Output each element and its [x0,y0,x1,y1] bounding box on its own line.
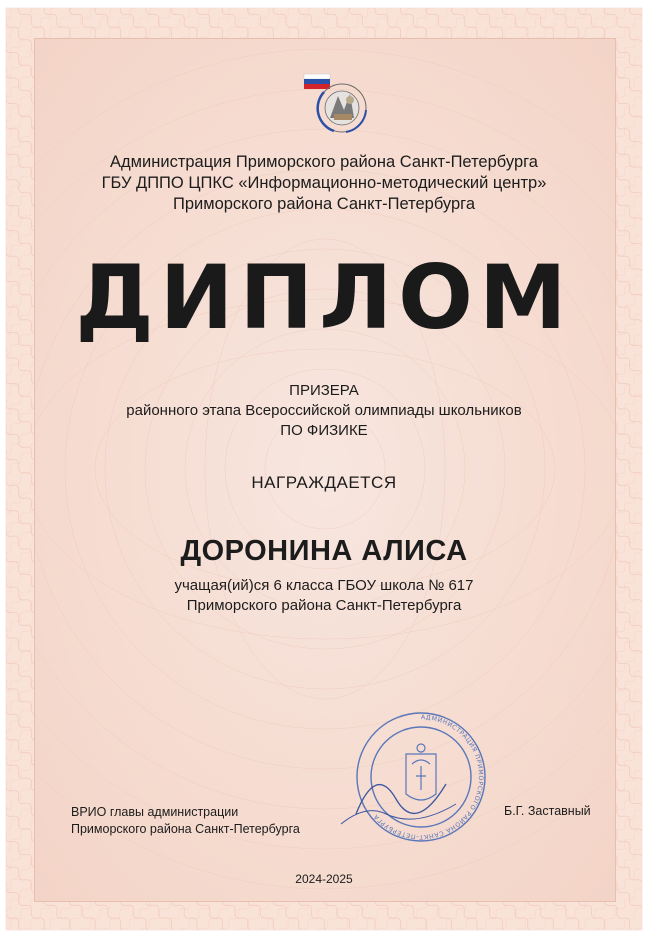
organization-line-3: Приморского района Санкт-Петербурга [172,195,476,213]
official-stamp [336,704,506,854]
signatory-name: Б.Г. Заставный [504,804,591,818]
diploma-title: ДИПЛОМ [75,246,573,349]
academic-year: 2024-2025 [295,872,353,886]
signatory-position-line-2: Приморского района Санкт-Петербурга [71,822,300,836]
stamp-ring-text: АДМИНИСТРАЦИЯ ПРИМОРСКОГО РАЙОНА САНКТ-ПЕТЕРБУРГА [372,713,484,841]
olympiad-logo [294,70,380,140]
award-category: ПРИЗЕРА [289,382,359,399]
award-block [6,381,642,441]
organization-line-2: ГБУ ДППО ЦПКС «Информационно-методический центр» [101,174,547,192]
recipient-class: учащая(ий)ся 6 класса ГБОУ школа № 617 [174,577,474,594]
organization-line-1: Администрация Приморского района Санкт-Петербурга [110,153,538,171]
diploma-sheet [6,8,642,930]
signatory-position-line-1: ВРИО главы администрации [71,805,239,819]
recipient-district: Приморского района Санкт-Петербурга [186,597,462,614]
awarded-label: НАГРАЖДАЕТСЯ [251,473,397,492]
award-event: районного этапа Всероссийской олимпиады школьников [126,402,522,419]
recipient-details [6,576,642,616]
signatory-position [71,804,300,838]
award-subject: ПО ФИЗИКЕ [280,422,368,439]
recipient-name: ДОРОНИНА АЛИСА [180,535,468,567]
organization-block [6,152,642,215]
